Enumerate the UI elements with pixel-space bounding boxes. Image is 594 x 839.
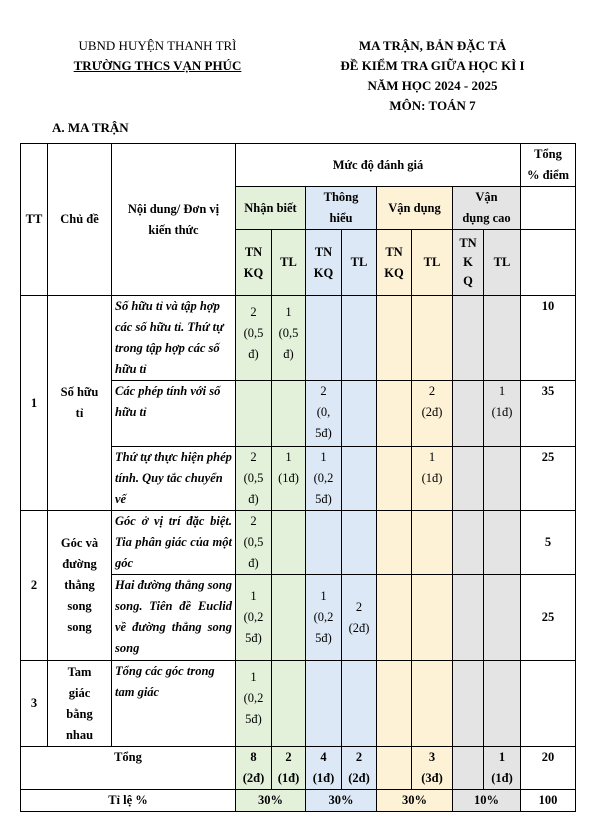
cell-nb-tl: 1 (1đ) <box>272 447 306 511</box>
cell-vdc-tnkq <box>453 511 484 575</box>
cell-nb-tnkq: 1 (0,2 5đ) <box>236 575 272 661</box>
sub-vdc-tnkq: TN K Q <box>453 230 484 296</box>
cell-total: 25 <box>521 447 576 511</box>
level-understanding: Thông hiểu <box>306 187 377 230</box>
header-total-blank <box>521 187 576 230</box>
sub-nb-tnkq: TN KQ <box>236 230 272 296</box>
ratio-row <box>21 790 576 812</box>
total-label: Tổng <box>21 747 236 790</box>
cell-th-tnkq <box>306 511 342 575</box>
cell-vd-tl <box>412 575 453 661</box>
cell-vdc-tl <box>484 296 521 381</box>
sub-vdc-tl: TL <box>484 230 521 296</box>
header-content: Nội dung/ Đơn vị kiến thức <box>112 144 236 296</box>
cell-th-tnkq: 1 (0,2 5đ) <box>306 447 342 511</box>
cell-vdc-tnkq <box>453 447 484 511</box>
sub-vd-tl: TL <box>412 230 453 296</box>
ratio-nb: 30% <box>236 790 306 812</box>
total-sum: 20 <box>521 747 576 790</box>
cell-total: 25 <box>521 575 576 661</box>
cell-vdc-tnkq <box>453 575 484 661</box>
district-name: UBND HUYỆN THANH TRÌ <box>78 38 237 53</box>
cell-th-tl <box>342 381 377 447</box>
level-high-application: Vận dụng cao <box>453 187 521 230</box>
content-cell: Tổng các góc trong tam giác <box>112 661 236 747</box>
ratio-th: 30% <box>306 790 377 812</box>
cell-total <box>521 661 576 747</box>
content-cell: Thứ tự thực hiện phép tính. Quy tắc chuyển vế <box>112 447 236 511</box>
cell-vdc-tl <box>484 661 521 747</box>
total-vdc-tnkq <box>453 747 484 790</box>
cell-th-tl <box>342 511 377 575</box>
total-vdc-tl: 1 (1đ) <box>484 747 521 790</box>
school-header <box>40 36 275 76</box>
cell-vdc-tl <box>484 511 521 575</box>
school-name: TRƯỜNG THCS VẠN PHÚC <box>73 58 242 73</box>
cell-total: 35 <box>521 381 576 447</box>
sub-th-tl: TL <box>342 230 377 296</box>
cell-vdc-tl: 1 (1đ) <box>484 381 521 447</box>
cell-total: 10 <box>521 296 576 381</box>
cell-nb-tnkq: 2 (0,5 đ) <box>236 447 272 511</box>
cell-vd-tl <box>412 511 453 575</box>
cell-vd-tl: 1 (1đ) <box>412 447 453 511</box>
total-th-tnkq: 4 (1đ) <box>306 747 342 790</box>
cell-nb-tl <box>272 661 306 747</box>
cell-nb-tl <box>272 575 306 661</box>
total-vd-tl: 3 (3đ) <box>412 747 453 790</box>
topic-name: Tam giác bằng nhau <box>48 661 112 747</box>
cell-vd-tnkq <box>377 447 412 511</box>
cell-vd-tnkq <box>377 381 412 447</box>
ratio-total: 100 <box>521 790 576 812</box>
total-th-tl: 2 (2đ) <box>342 747 377 790</box>
cell-vd-tl <box>412 296 453 381</box>
cell-th-tl <box>342 296 377 381</box>
cell-vdc-tl <box>484 447 521 511</box>
cell-th-tl <box>342 661 377 747</box>
sub-th-tnkq: TN KQ <box>306 230 342 296</box>
document-title <box>300 36 565 116</box>
title-line-3: NĂM HỌC 2024 - 2025 <box>367 78 498 93</box>
cell-nb-tnkq <box>236 381 272 447</box>
cell-th-tnkq: 1 (0,2 5đ) <box>306 575 342 661</box>
cell-th-tnkq: 2 (0, 5đ) <box>306 381 342 447</box>
sub-nb-tl: TL <box>272 230 306 296</box>
cell-vd-tl <box>412 661 453 747</box>
topic-number: 2 <box>21 511 48 661</box>
cell-th-tnkq <box>306 296 342 381</box>
title-line-1: MA TRẬN, BẢN ĐẶC TẢ <box>358 38 507 53</box>
cell-vd-tl: 2 (2đ) <box>412 381 453 447</box>
cell-total: 5 <box>521 511 576 575</box>
topic-name: Số hữu tỉ <box>48 296 112 511</box>
cell-vdc-tnkq <box>453 296 484 381</box>
cell-nb-tl <box>272 511 306 575</box>
cell-nb-tl <box>272 381 306 447</box>
cell-vd-tnkq <box>377 661 412 747</box>
level-application: Vận dụng <box>377 187 453 230</box>
cell-vd-tnkq <box>377 575 412 661</box>
table-row <box>21 511 576 575</box>
cell-nb-tnkq: 2 (0,5 đ) <box>236 511 272 575</box>
cell-vd-tnkq <box>377 296 412 381</box>
topic-name: Góc và đường thẳng song song <box>48 511 112 661</box>
content-cell: Góc ở vị trí đặc biệt. Tia phân giác của một góc <box>112 511 236 575</box>
cell-nb-tnkq: 1 (0,2 5đ) <box>236 661 272 747</box>
ratio-label: Tỉ lệ % <box>21 790 236 812</box>
header-topic: Chủ đề <box>48 144 112 296</box>
content-cell: Hai đường thẳng song song. Tiên đề Euclid về đường thẳng song song <box>112 575 236 661</box>
cell-th-tl <box>342 447 377 511</box>
ratio-vd: 30% <box>377 790 453 812</box>
topic-number: 3 <box>21 661 48 747</box>
total-nb-tl: 2 (1đ) <box>272 747 306 790</box>
total-row <box>21 747 576 790</box>
topic-number: 1 <box>21 296 48 511</box>
total-vd-tnkq <box>377 747 412 790</box>
ratio-vdc: 10% <box>453 790 521 812</box>
cell-vdc-tl <box>484 575 521 661</box>
header-total-percent: Tổng % điểm <box>521 144 576 187</box>
sub-total-blank <box>521 230 576 296</box>
header-assessment-level: Mức độ đánh giá <box>236 144 521 187</box>
assessment-matrix-table <box>20 143 576 812</box>
cell-th-tnkq <box>306 661 342 747</box>
content-cell: Số hữu tỉ và tập hợp các số hữu tỉ. Thứ tự trong tập hợp các số hữu tỉ <box>112 296 236 381</box>
cell-nb-tnkq: 2 (0,5 đ) <box>236 296 272 381</box>
content-cell: Các phép tính với số hữu tỉ <box>112 381 236 447</box>
cell-vd-tnkq <box>377 511 412 575</box>
total-nb-tnkq: 8 (2đ) <box>236 747 272 790</box>
cell-th-tl: 2 (2đ) <box>342 575 377 661</box>
section-title: A. MA TRẬN <box>52 120 129 135</box>
title-line-2: ĐỀ KIỂM TRA GIỮA HỌC KÌ I <box>340 58 525 73</box>
header-tt: TT <box>21 144 48 296</box>
cell-vdc-tnkq <box>453 381 484 447</box>
cell-nb-tl: 1 (0,5 đ) <box>272 296 306 381</box>
title-line-4: MÔN: TOÁN 7 <box>389 98 476 113</box>
table-row <box>21 296 576 381</box>
table-row <box>21 661 576 747</box>
sub-vd-tnkq: TN KQ <box>377 230 412 296</box>
level-recognition: Nhận biết <box>236 187 306 230</box>
cell-vdc-tnkq <box>453 661 484 747</box>
